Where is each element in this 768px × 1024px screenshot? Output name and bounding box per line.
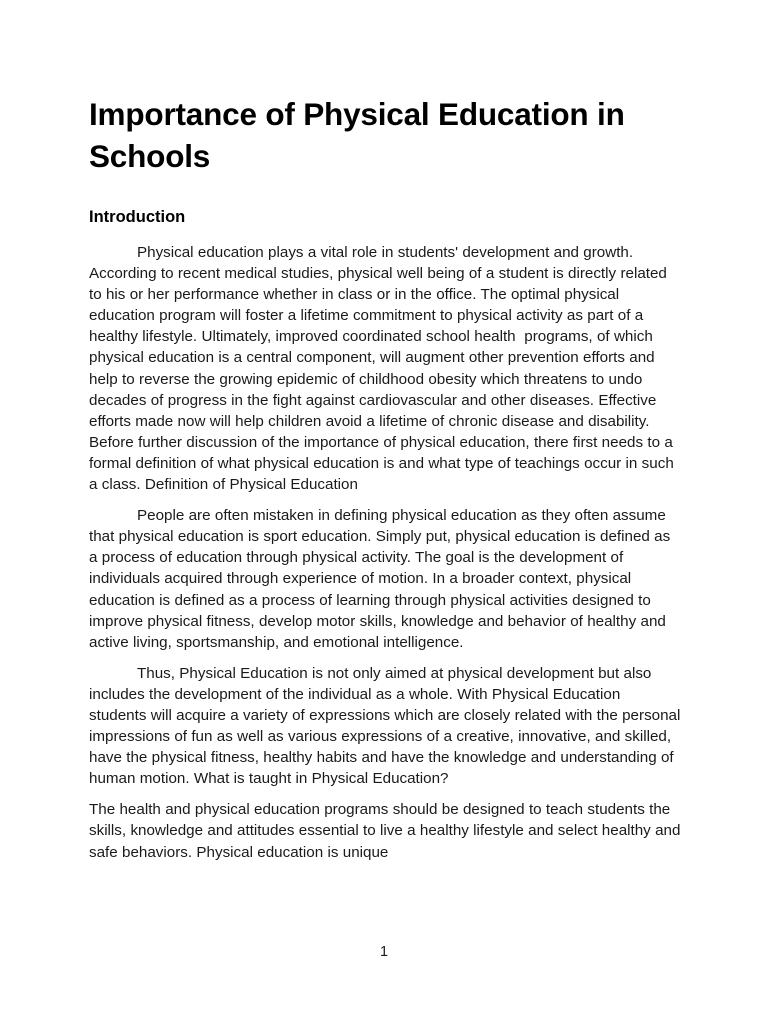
paragraph-2: People are often mistaken in defining physical education as they often assume that physical education is sport education. Simply put, physical education is defined as a process of education through physical activity. The goal is the development of individuals acquired through experience of motion. In a broader context, physical education is defined as a process of learning through physical activities designed to improve physical fitness, develop motor skills, knowledge and behavior of healthy and active living, sportsmanship, and emotional intelligence.: [89, 507, 675, 651]
page-title: Importance of Physical Education in Schools: [89, 96, 625, 174]
section-heading-introduction: Introduction: [89, 208, 186, 226]
paragraph-1: Physical education plays a vital role in students' development and growth. According to recent medical studies, physical well being of a student is directly related to his or her performance whether in class or in the office. The optimal physical education program will foster a lifetime commitment to physical activity as part of a healthy lifestyle. Ultimately, improved coordinated school health programs, of which physical education is a central component, will augment other prevention efforts and help to reverse the growing epidemic of childhood obesity which threatens to undo decades of progress in the fight against cardiovascular and other diseases. Effective efforts made now will help children avoid a lifetime of chronic disease and disability. Before further discussion of the importance of physical education, there first needs to a formal definition of what physical education is and what type of teachings occur in such a class. Definition of Physical Education: [89, 244, 679, 494]
paragraph-4: The health and physical education programs should be designed to teach students the skills, knowledge and attitudes essential to live a healthy lifestyle and select healthy and safe behaviors. Physical education is unique: [89, 801, 685, 861]
page-number: 1: [379, 944, 389, 960]
paragraph-3: Thus, Physical Education is not only aimed at physical development but also includes the development of the individual as a whole. With Physical Education students will acquire a variety of expressions which are closely related with the personal impressions of fun as well as various expressions of a creative, innovative, and skilled, have the physical fitness, healthy habits and have the knowledge and understanding of human motion. What is taught in Physical Education?: [89, 664, 685, 788]
body-text-block: [89, 242, 685, 873]
